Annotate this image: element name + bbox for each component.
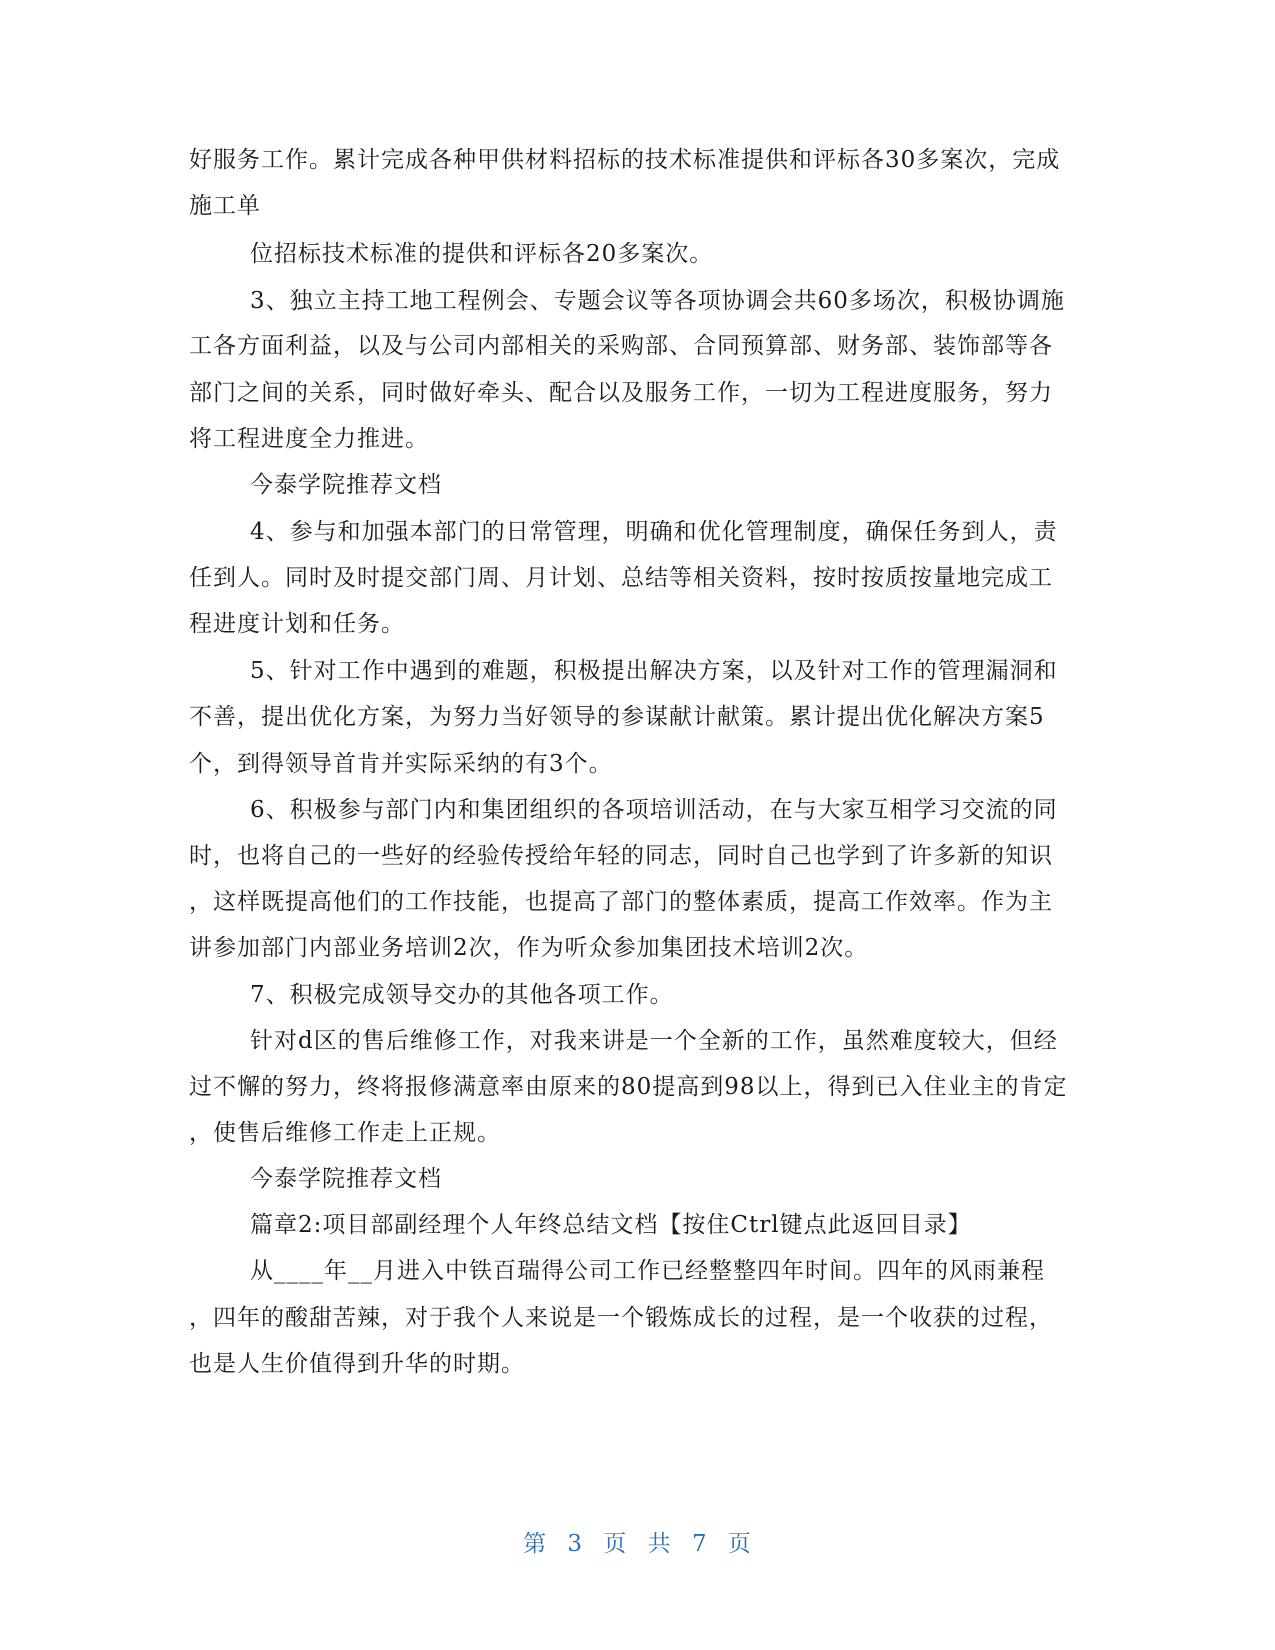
chapter-heading-link[interactable]: 篇章2:项目部副经理个人年终总结文档【按住Ctrl键点此返回目录】 (250, 1212, 972, 1238)
body-text-line: 任到人。同时及时提交部门周、月计划、总结等相关资料，按时按质按量地完成工 (189, 565, 1053, 591)
body-text-line: 不善，提出优化方案，为努力当好领导的参谋献计献策。累计提出优化解决方案5 (189, 704, 1045, 730)
body-text-line: 4、参与和加强本部门的日常管理，明确和优化管理制度，确保任务到人，责 (250, 519, 1058, 545)
body-text-line: 针对d区的售后维修工作，对我来讲是一个全新的工作，虽然难度较大，但经 (250, 1028, 1058, 1054)
body-text-line: 5、针对工作中遇到的难题，积极提出解决方案，以及针对工作的管理漏洞和 (250, 658, 1058, 684)
recommend-label: 今泰学院推荐文档 (250, 1166, 442, 1192)
body-text-line: 6、积极参与部门内和集团组织的各项培训活动，在与大家互相学习交流的同 (250, 797, 1058, 823)
body-text-line: ，四年的酸甜苦辣，对于我个人来说是一个锻炼成长的过程，是一个收获的过程， (189, 1305, 1053, 1331)
recommend-label: 今泰学院推荐文档 (250, 472, 442, 498)
body-text-line: 也是人生价值得到升华的时期。 (189, 1351, 525, 1377)
body-text-line: 部门之间的关系，同时做好牵头、配合以及服务工作，一切为工程进度服务，努力 (189, 380, 1053, 406)
body-text-line: 程进度计划和任务。 (189, 611, 405, 637)
body-text-line: 3、独立主持工地工程例会、专题会议等各项协调会共60多场次，积极协调施 (250, 288, 1065, 314)
body-text-line: ，使售后维修工作走上正规。 (189, 1120, 501, 1146)
body-text-line: 将工程进度全力推进。 (189, 426, 429, 452)
body-text-line: 施工单 (189, 193, 261, 219)
body-text-line: 从____年__月进入中铁百瑞得公司工作已经整整四年时间。四年的风雨兼程 (250, 1258, 1045, 1284)
body-text-line: 个，到得领导首肯并实际采纳的有3个。 (189, 751, 613, 777)
body-text-line: 7、积极完成领导交办的其他各项工作。 (250, 982, 674, 1008)
body-text-line: 时，也将自己的一些好的经验传授给年轻的同志，同时自己也学到了许多新的知识 (189, 843, 1053, 869)
body-text-line: 好服务工作。累计完成各种甲供材料招标的技术标准提供和评标各30多案次，完成 (189, 147, 1061, 173)
body-text-line: 过不懈的努力，终将报修满意率由原来的80提高到98以上，得到已入住业主的肯定 (189, 1074, 1068, 1100)
page-number-footer: 第 3 页 共 7 页 (523, 1531, 752, 1557)
body-text-line: 位招标技术标准的提供和评标各20多案次。 (250, 241, 714, 267)
body-text-line: ，这样既提高他们的工作技能，也提高了部门的整体素质，提高工作效率。作为主 (189, 889, 1053, 915)
body-text-line: 讲参加部门内部业务培训2次，作为听众参加集团技术培训2次。 (189, 935, 869, 961)
body-text-line: 工各方面利益，以及与公司内部相关的采购部、合同预算部、财务部、装饰部等各 (189, 333, 1053, 359)
